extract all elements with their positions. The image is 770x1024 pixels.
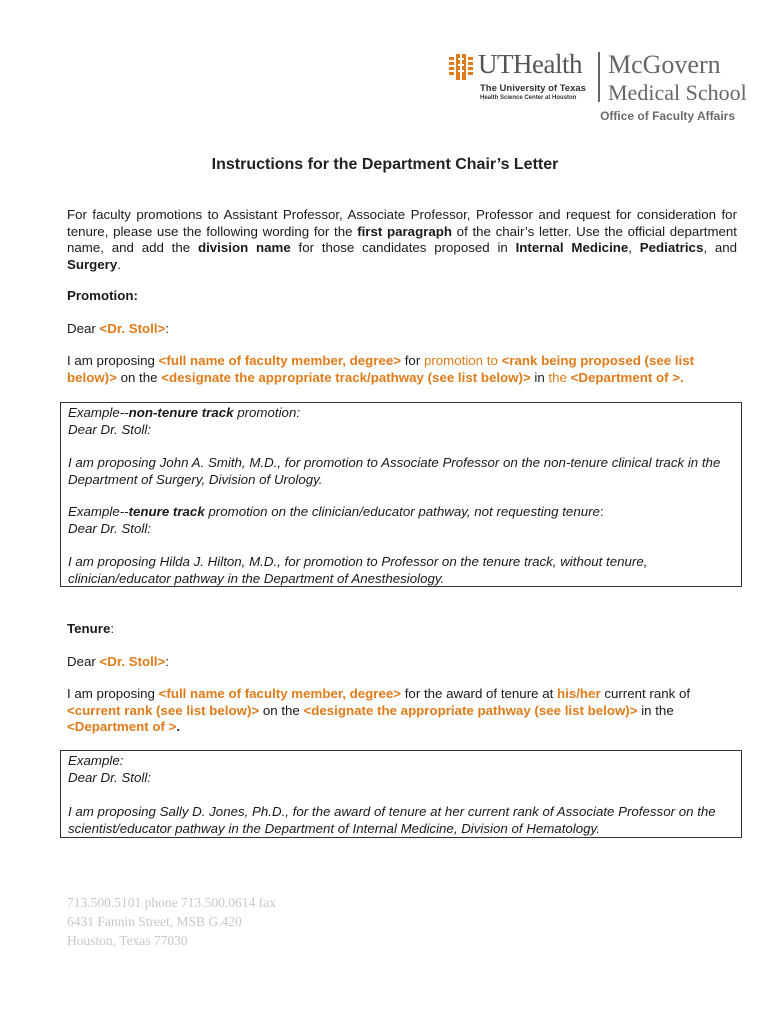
logo-divider xyxy=(598,52,600,102)
logo-university-text: The University of Texas xyxy=(480,83,586,94)
tenure-heading: Tenure: xyxy=(67,621,115,636)
tenure-example-label: Example: xyxy=(68,753,124,768)
logo-hsc-text: Health Science Center at Houston xyxy=(480,95,577,101)
contact-footer xyxy=(67,893,276,950)
tenure-template-sentence: I am proposing <full name of faculty member, degree> for the award of tenure at his/her current rank of <current rank (see list below)> on the <designate the appropriate pathway (see list below)> in the <Department of >. xyxy=(67,686,691,734)
logo-medical-school-text: Medical School xyxy=(608,80,747,105)
promotion-heading: Promotion: xyxy=(67,288,138,303)
example-2-text: I am proposing Hilda J. Hilton, M.D., for promotion to Professor on the tenure track, without tenure, clinician/educator pathway in the Department of Anesthesiology. xyxy=(68,554,648,586)
uthealth-mcgovern-logo xyxy=(448,49,747,105)
footer-phone-fax: 713.500.5101 phone 713.500.0614 fax xyxy=(67,895,276,910)
promotion-examples-box xyxy=(60,402,742,587)
example-2-label: Example--tenure track promotion on the clinician/educator pathway, not requesting tenure: xyxy=(68,504,604,519)
example-1-salutation: Dear Dr. Stoll: xyxy=(68,421,152,437)
tenure-example-salutation: Dear Dr. Stoll: xyxy=(68,769,152,785)
promotion-template-sentence: I am proposing <full name of faculty member, degree> for promotion to <rank being proposed (see list below)> on the <designate the appropriate track/pathway (see list below)> in the <Department of >. xyxy=(67,353,695,385)
promotion-salutation: Dear <Dr. Stoll>: xyxy=(67,321,169,336)
page-title: Instructions for the Department Chair’s Letter xyxy=(211,156,559,173)
tenure-example-text: I am proposing Sally D. Jones, Ph.D., for the award of tenure at her current rank of Associate Professor on the scientist/educator pathway in the Department of Internal Medicine, Division of Hematology. xyxy=(68,804,716,836)
example-2-salutation: Dear Dr. Stoll: xyxy=(68,520,152,536)
uthealth-emblem-icon xyxy=(448,54,474,80)
intro-paragraph: For faculty promotions to Assistant Professor, Associate Professor, Professor and request for consideration for tenure, please use the following wording for the first paragraph of the chair’s letter. Use the official department name, and add the division name for those candidates proposed in Internal Medicine, Pediatrics, and Surgery. xyxy=(67,207,738,272)
footer-street: 6431 Fannin Street, MSB G.420 xyxy=(67,914,242,929)
logo-uthealth-text: UTHealth xyxy=(478,49,582,79)
example-1-text: I am proposing John A. Smith, M.D., for promotion to Associate Professor on the non-tenure clinical track in the Department of Surgery, Division of Urology. xyxy=(68,455,721,487)
logo-mcgovern-text: McGovern xyxy=(608,50,721,79)
tenure-example-box xyxy=(60,750,742,838)
example-1-label: Example--non-tenure track promotion: xyxy=(68,405,301,420)
tenure-salutation: Dear <Dr. Stoll>: xyxy=(67,654,169,669)
office-name: Office of Faculty Affairs xyxy=(600,109,735,123)
footer-city: Houston, Texas 77030 xyxy=(67,933,188,948)
